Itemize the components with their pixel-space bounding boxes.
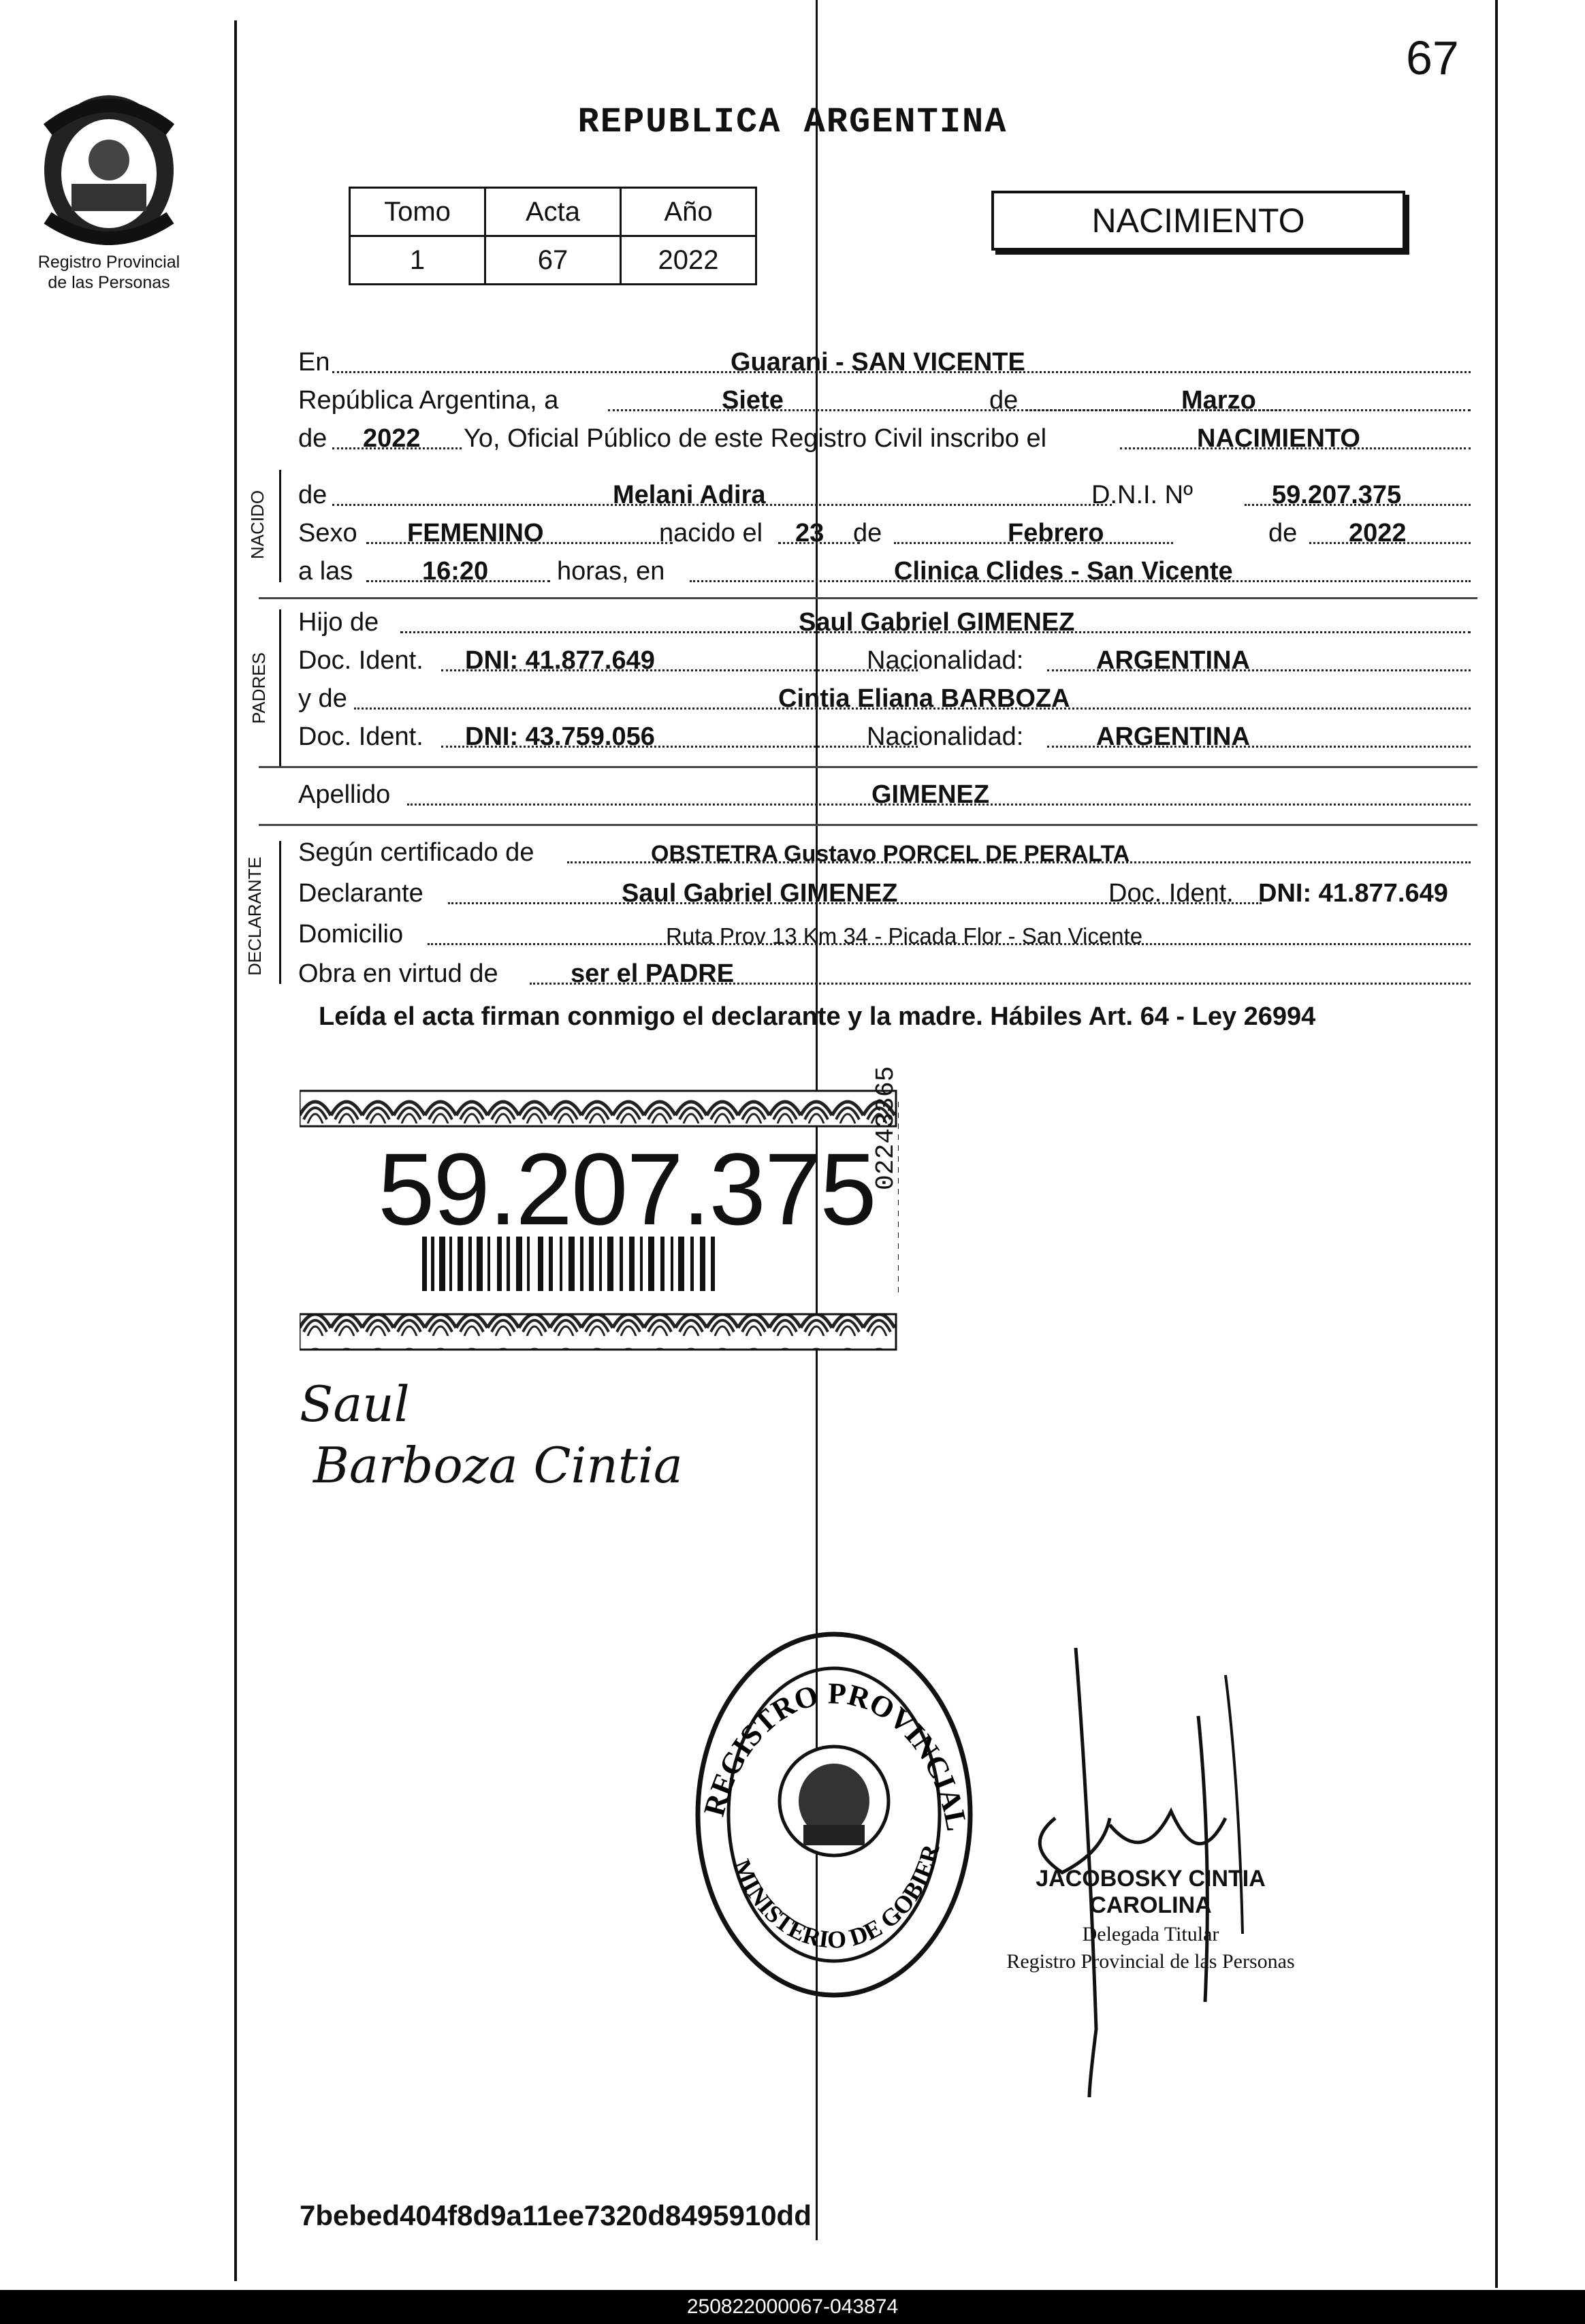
header-acta: Acta — [485, 188, 621, 236]
birth-year: 2022 — [1349, 519, 1407, 547]
value-tomo: 1 — [350, 236, 485, 285]
row-statement: de 2022 Yo, Oficial Público de este Registro Civil inscribo el NACIMIENTO — [298, 417, 1471, 455]
surname-value: GIMENEZ — [871, 780, 990, 809]
official-block — [974, 1866, 1328, 1973]
birth-day: 23 — [795, 519, 824, 547]
declarant-name: Saul Gabriel GIMENEZ — [622, 879, 898, 908]
row-sex: Sexo FEMENINO nacido el 23 de Febrero de 2022 — [298, 511, 1471, 550]
left-margin-line — [234, 20, 237, 2281]
row-father-doc: Doc. Ident. DNI: 41.877.649 Nacionalidad: ARGENTINA — [298, 639, 1471, 677]
child-name: Melani Adira — [613, 481, 766, 509]
certificate-value: OBSTETRA Gustavo PORCEL DE PERALTA — [651, 841, 1130, 867]
row-surname: Apellido GIMENEZ — [298, 773, 1471, 811]
row-reason: Obra en virtud de ser el PADRE — [298, 952, 1471, 990]
year-value: 2022 — [363, 424, 421, 453]
record-table — [349, 187, 757, 285]
birth-month: Febrero — [1008, 519, 1104, 547]
document-title: REPUBLICA ARGENTINA — [577, 102, 1008, 142]
row-address: Domicilio Ruta Prov 13 Km 34 - Picada Flor - San Vicente — [298, 912, 1471, 951]
row-time: a las 16:20 horas, en Clinica Clides - San Vicente — [298, 550, 1471, 588]
birth-time: 16:20 — [422, 557, 489, 586]
header-anio: Año — [621, 188, 756, 236]
declarant-doc: DNI: 41.877.649 — [1258, 879, 1448, 908]
mother-name: Cintia Eliana BARBOZA — [778, 684, 1070, 713]
svg-text:REGISTRO PROVINCIAL DE LAS PER: REGISTRO PROVINCIAL — [697, 1676, 974, 1832]
place-value: Guarani - SAN VICENTE — [731, 348, 1025, 377]
nacido-sidebar: NACIDO — [238, 470, 281, 582]
row-mother: y de Cintia Eliana BARBOZA — [298, 677, 1471, 715]
reason-value: ser el PADRE — [571, 959, 735, 988]
sticker-number: 59.207.375 — [378, 1132, 876, 1246]
father-doc: DNI: 41.877.649 — [465, 646, 655, 675]
official-role: Delegada Titular — [1082, 1923, 1219, 1945]
birth-place: Clinica Clides - San Vicente — [894, 557, 1233, 586]
value-anio: 2022 — [621, 236, 756, 285]
signature-barboza: Barboza Cintia — [313, 1437, 683, 1494]
address-value: Ruta Prov 13 Km 34 - Picada Flor - San Vicente — [666, 923, 1143, 949]
page-number: 67 — [1406, 31, 1459, 84]
official-name: JACOBOSKY CINTIA CAROLINA — [1036, 1866, 1266, 1918]
header-tomo: Tomo — [350, 188, 485, 236]
value-acta: 67 — [485, 236, 621, 285]
dni-sticker — [300, 1066, 901, 1355]
footer-code: 250822000067-043874 — [0, 2290, 1585, 2324]
row-place: En Guarani - SAN VICENTE — [298, 340, 1471, 379]
child-dni: 59.207.375 — [1272, 481, 1402, 509]
row-mother-doc: Doc. Ident. DNI: 43.759.056 Nacionalidad: ARGENTINA — [298, 715, 1471, 753]
signature-saul: Saul — [300, 1375, 410, 1433]
mother-doc: DNI: 43.759.056 — [465, 722, 655, 751]
father-nationality: ARGENTINA — [1096, 646, 1250, 675]
mother-nationality: ARGENTINA — [1096, 722, 1250, 751]
padres-sidebar: PADRES — [238, 609, 281, 767]
official-seal — [688, 1621, 980, 2009]
row-declarant: Declarante Saul Gabriel GIMENEZ Doc. Ident. DNI: 41.877.649 — [298, 879, 1448, 908]
right-margin-line — [1495, 0, 1498, 2288]
legal-note: Leída el acta firman conmigo el declarante y la madre. Hábiles Art. 64 - Ley 26994 — [319, 1002, 1316, 1031]
row-name: de Melani Adira D.N.I. Nº 59.207.375 — [298, 473, 1471, 511]
official-office: Registro Provincial de las Personas — [1006, 1950, 1295, 1973]
declarante-sidebar: DECLARANTE — [238, 841, 281, 984]
sticker-serial: 02243365 — [871, 1066, 901, 1190]
act-value: NACIMIENTO — [1197, 424, 1360, 453]
logo-caption: Registro Provincial de las Personas — [37, 253, 180, 292]
row-certificate: Según certificado de OBSTETRA Gustavo PORCEL DE PERALTA — [298, 831, 1471, 869]
record-type-box: NACIMIENTO — [991, 191, 1405, 251]
row-father: Hijo de Saul Gabriel GIMENEZ — [298, 601, 1471, 639]
month-value: Marzo — [1181, 386, 1256, 415]
document-hash: 7bebed404f8d9a11ee7320d8495910dd — [300, 2199, 812, 2231]
father-name: Saul Gabriel GIMENEZ — [799, 608, 1075, 637]
svg-text:MINISTERIO DE GOBIERNO: MINISTERIO DE GOBIER — [728, 1841, 945, 1954]
row-date: República Argentina, a Siete de Marzo — [298, 379, 1471, 417]
sex-value: FEMENINO — [407, 519, 544, 547]
day-value: Siete — [722, 386, 784, 415]
